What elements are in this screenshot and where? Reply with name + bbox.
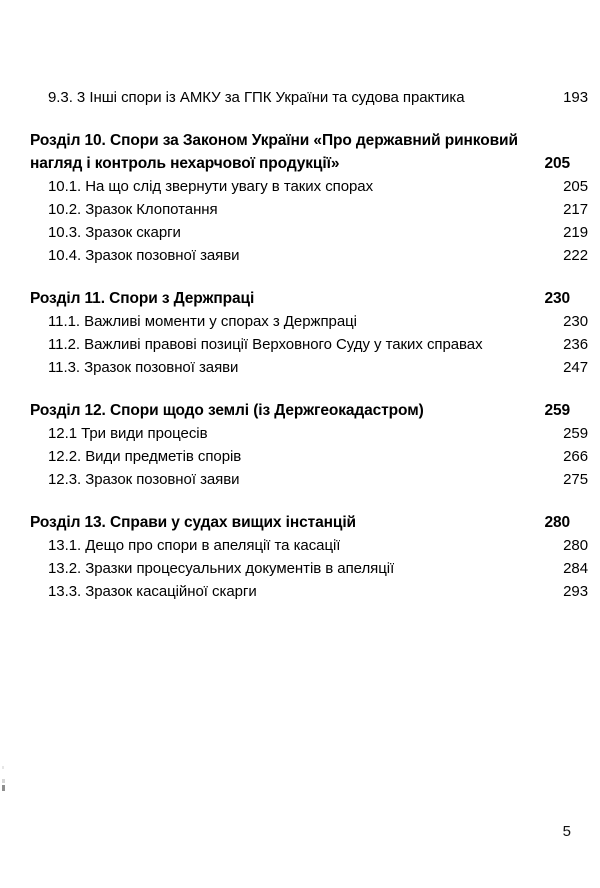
- toc-item-page: 284: [563, 560, 588, 577]
- toc-entry-9-3[interactable]: [30, 86, 588, 109]
- toc-item-page: 205: [563, 178, 588, 195]
- toc-item-label: 13.2. Зразки процесуальних документів в апеляції: [48, 560, 395, 577]
- toc-group-chapter-11: [30, 287, 588, 379]
- toc-item-page: 280: [563, 537, 588, 554]
- toc-entry-page: 193: [563, 89, 588, 106]
- dot-leader: [344, 549, 560, 550]
- dot-leader: [244, 483, 560, 484]
- toc-chapter-page: 259: [544, 402, 570, 419]
- toc-item-label: 12.3. Зразок позовної заяви: [48, 471, 240, 488]
- dot-leader: [360, 526, 542, 527]
- toc-item-13-3[interactable]: [30, 580, 588, 603]
- toc-chapter-label: Розділ 13. Справи у судах вищих інстанцій: [30, 514, 356, 531]
- toc-group-chapter-13: [30, 511, 588, 603]
- toc-item-12-1[interactable]: [30, 422, 588, 445]
- dot-leader: [258, 302, 542, 303]
- toc-item-label: 10.2. Зразок Клопотання: [48, 201, 218, 218]
- toc-item-label: 10.4. Зразок позовної заяви: [48, 247, 240, 264]
- toc-item-12-3[interactable]: [30, 468, 588, 491]
- toc-item-label: 11.2. Важливі правові позиції Верховного Суду у таких справах: [48, 336, 483, 353]
- toc-item-page: 230: [563, 313, 588, 330]
- table-of-contents: [30, 86, 588, 603]
- page-number: 5: [562, 823, 571, 840]
- toc-item-page: 217: [563, 201, 588, 218]
- toc-item-label: 10.3. Зразок скарги: [48, 224, 181, 241]
- dot-leader: [212, 437, 561, 438]
- toc-chapter-12[interactable]: [30, 399, 570, 422]
- toc-item-13-2[interactable]: [30, 557, 588, 580]
- toc-item-page: 247: [563, 359, 588, 376]
- toc-item-label: 12.2. Види предметів спорів: [48, 448, 242, 465]
- toc-chapter-page: 230: [544, 290, 570, 307]
- dot-leader: [242, 371, 560, 372]
- toc-item-page: 259: [563, 425, 588, 442]
- toc-item-11-3[interactable]: [30, 356, 588, 379]
- toc-chapter-page: 280: [544, 514, 570, 531]
- toc-item-label: 12.1 Три види процесів: [48, 425, 208, 442]
- toc-item-label: 11.1. Важливі моменти у спорах з Держпраці: [48, 313, 357, 330]
- toc-item-10-3[interactable]: [30, 221, 588, 244]
- scan-artifact: [2, 785, 5, 791]
- toc-item-10-1[interactable]: [30, 175, 588, 198]
- toc-chapter-label-line1: Розділ 10. Спори за Законом України «Про державний ринковий: [30, 132, 518, 149]
- toc-item-label: 13.1. Дещо про спори в апеляції та касації: [48, 537, 341, 554]
- toc-item-label: 13.3. Зразок касаційної скарги: [48, 583, 257, 600]
- toc-group-chapter-10: [30, 129, 588, 267]
- toc-chapter-10[interactable]: [30, 129, 570, 175]
- toc-item-label: 10.1. На що слід звернути увагу в таких спорах: [48, 178, 374, 195]
- toc-chapter-label-line2: нагляд і контроль нехарчової продукції»: [30, 155, 340, 172]
- toc-item-page: 236: [563, 336, 588, 353]
- toc-entry-label: 9.3. 3 Інші спори із АМКУ за ГПК України та судова практика: [48, 89, 465, 106]
- toc-chapter-label: Розділ 11. Спори з Держпраці: [30, 290, 255, 307]
- dot-leader: [487, 348, 560, 349]
- dot-leader: [398, 572, 560, 573]
- toc-item-13-1[interactable]: [30, 534, 588, 557]
- dot-leader: [377, 190, 560, 191]
- toc-chapter-13[interactable]: [30, 511, 570, 534]
- dot-leader: [245, 460, 560, 461]
- toc-item-page: 266: [563, 448, 588, 465]
- toc-chapter-11[interactable]: [30, 287, 570, 310]
- toc-item-11-2[interactable]: [30, 333, 588, 356]
- toc-item-page: 219: [563, 224, 588, 241]
- toc-item-11-1[interactable]: [30, 310, 588, 333]
- toc-item-12-2[interactable]: [30, 445, 588, 468]
- toc-chapter-label: Розділ 12. Спори щодо землі (із Держгеокадастром): [30, 402, 424, 419]
- toc-item-page: 222: [563, 247, 588, 264]
- dot-leader: [428, 414, 542, 415]
- toc-item-label: 11.3. Зразок позовної заяви: [48, 359, 239, 376]
- toc-item-page: 293: [563, 583, 588, 600]
- dot-leader: [343, 167, 542, 168]
- toc-item-page: 275: [563, 471, 588, 488]
- dot-leader: [185, 236, 560, 237]
- dot-leader: [469, 101, 560, 102]
- dot-leader: [261, 595, 560, 596]
- dot-leader: [244, 259, 560, 260]
- toc-chapter-page: 205: [544, 155, 570, 172]
- dot-leader: [361, 325, 560, 326]
- toc-group-chapter-12: [30, 399, 588, 491]
- dot-leader: [222, 213, 560, 214]
- scan-artifact: [2, 766, 4, 769]
- scan-artifact: [2, 779, 5, 783]
- toc-item-10-4[interactable]: [30, 244, 588, 267]
- toc-item-10-2[interactable]: [30, 198, 588, 221]
